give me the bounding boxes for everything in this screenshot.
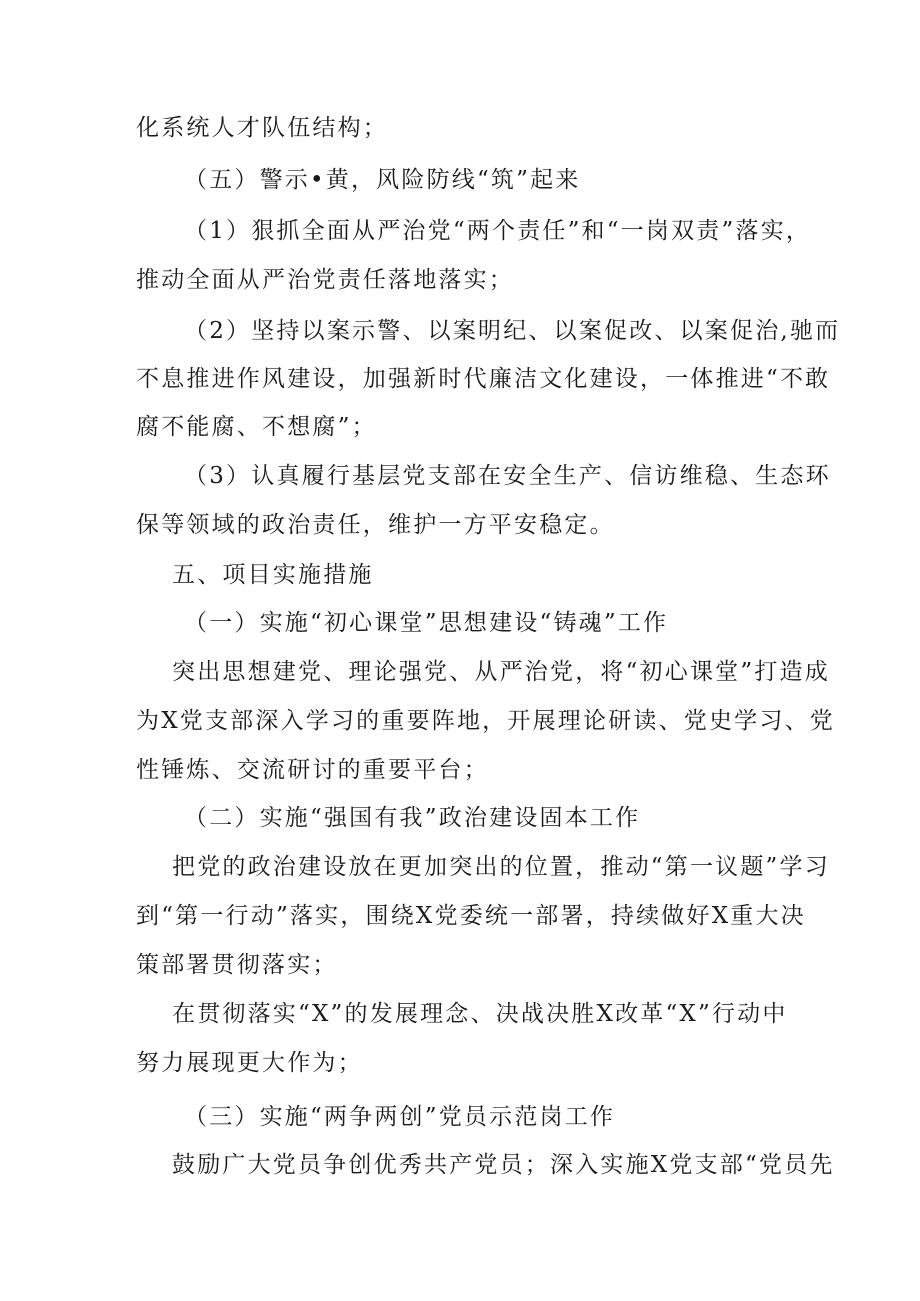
paragraph-line: 为X党支部深入学习的重要阵地，开展理论研读、党史学习、党 (136, 708, 835, 734)
paragraph-line: 策部署贯彻落实； (136, 952, 338, 978)
paragraph-line: 推动全面从严治党责任落地落实； (136, 267, 514, 293)
paragraph-line: 把党的政治建设放在更加突出的位置，推动“第一议题”学习 (172, 854, 830, 880)
paragraph-line: 化系统人才队伍结构； (136, 115, 388, 141)
list-item-line: （1）狠抓全面从严治党“两个责任”和“一岗双责”落实， (184, 218, 812, 244)
list-item-line: （3）认真履行基层党支部在安全生产、信访维稳、生态环 (184, 463, 831, 489)
paragraph-line: 在贯彻落实“X”的发展理念、决战决胜X改革“X”行动中 (172, 1001, 788, 1027)
section-heading: （五）警示•黄，风险防线“筑”起来 (184, 167, 581, 193)
section-heading: （一）实施“初心课堂”思想建设“铸魂”工作 (184, 610, 669, 636)
paragraph-line: 性锤炼、交流研讨的重要平台； (136, 757, 489, 783)
paragraph-line: 腐不能腐、不想腐”； (136, 414, 377, 440)
section-heading: （三）实施“两争两创”党员示范岗工作 (184, 1104, 616, 1130)
chapter-heading: 五、项目实施措施 (172, 562, 374, 588)
section-heading: （二）实施“强国有我”政治建设固本工作 (184, 805, 641, 831)
paragraph-line: 突出思想建党、理论强党、从严治党，将“初心课堂”打造成 (172, 659, 830, 685)
list-item-line: （2）坚持以案示警、以案明纪、以案促改、以案促治,驰而 (184, 318, 841, 344)
paragraph-line: 鼓励广大党员争创优秀共产党员；深入实施X党支部“党员先 (172, 1152, 835, 1178)
paragraph-line: 保等领域的政治责任，维护一方平安稳定。 (136, 512, 615, 538)
paragraph-line: 到“第一行动”落实，围绕X党委统一部署，持续做好X重大决 (136, 903, 806, 929)
paragraph-line: 不息推进作风建设，加强新时代廉洁文化建设，一体推进“不敢 (136, 366, 831, 392)
paragraph-line: 努力展现更大作为； (136, 1050, 363, 1076)
